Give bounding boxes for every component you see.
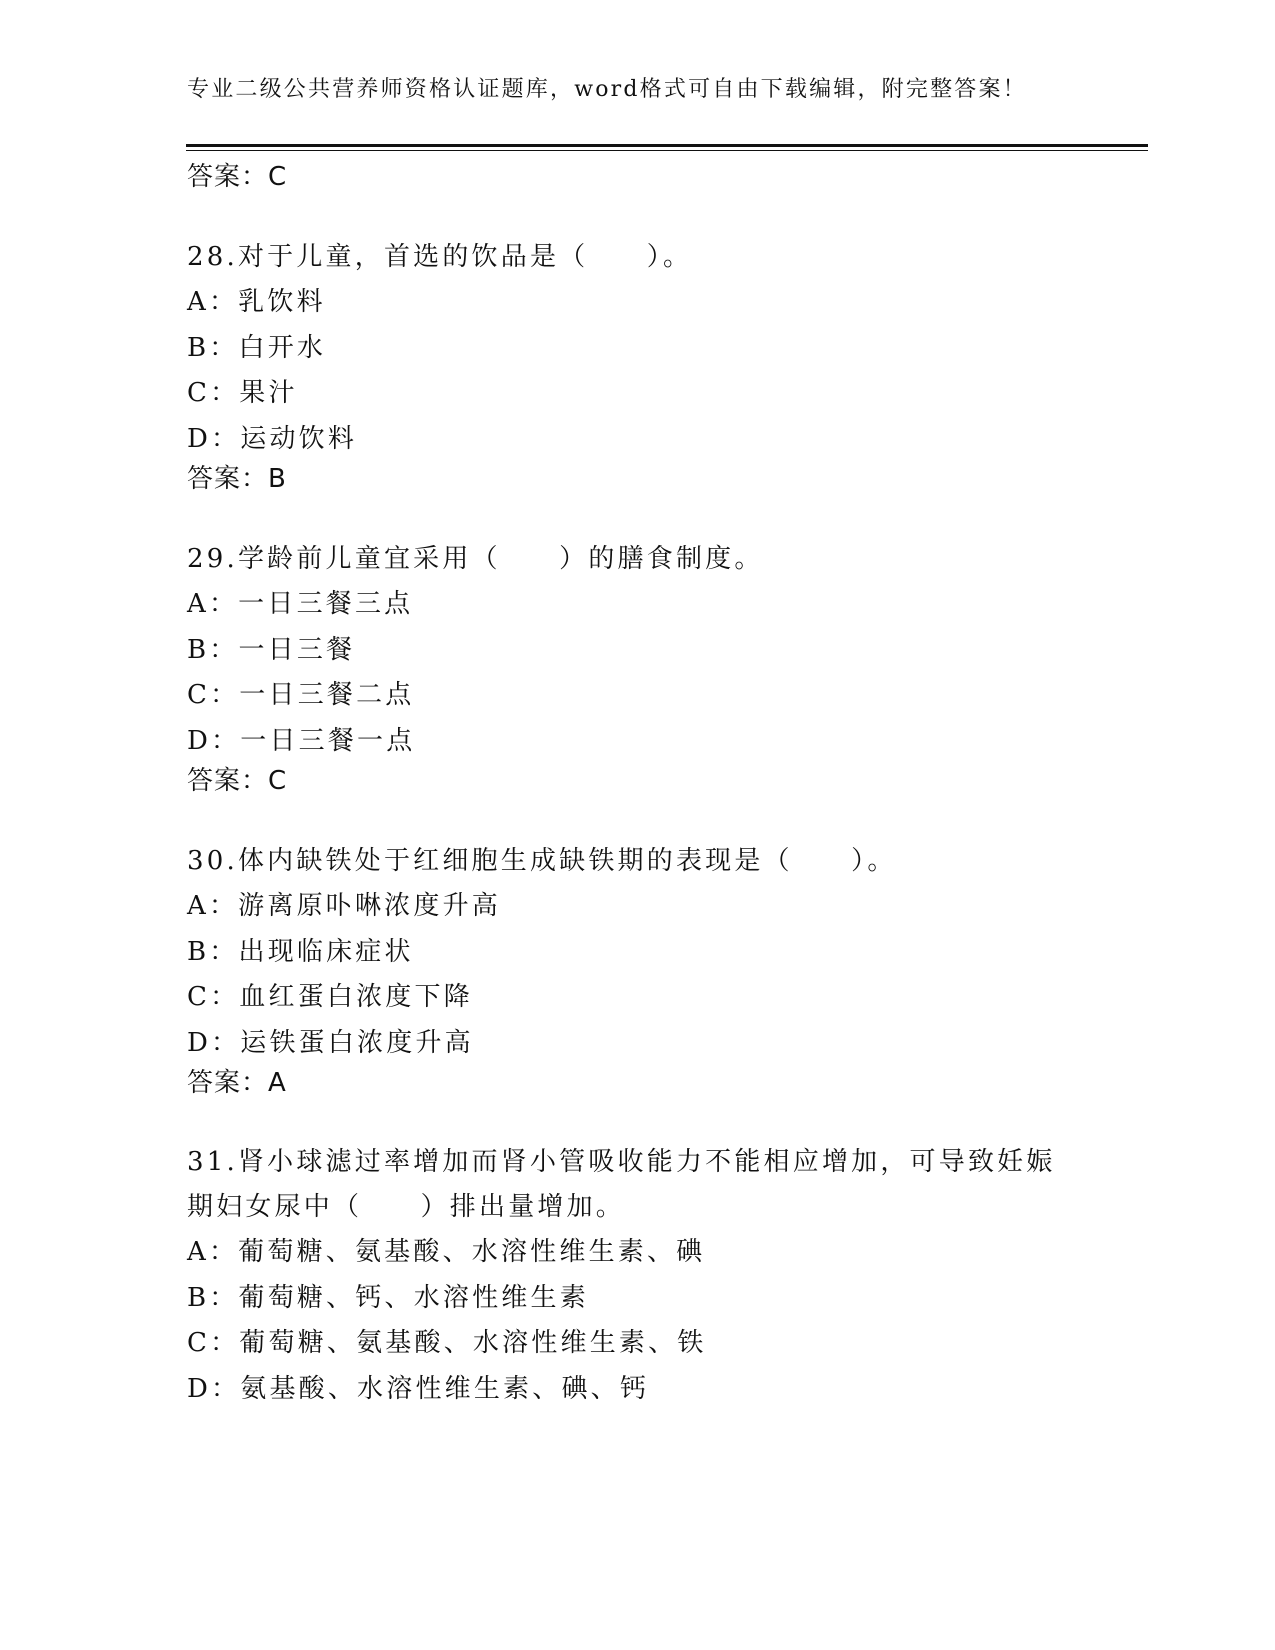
question-31 bbox=[187, 1134, 1087, 1412]
option-d: D：运铁蛋白浓度升高 bbox=[187, 1027, 474, 1058]
header-rule-thick bbox=[186, 144, 1148, 147]
option-d: D：运动饮料 bbox=[187, 423, 358, 454]
answer-line: 答案：C bbox=[187, 766, 288, 796]
question-30 bbox=[187, 832, 1087, 1100]
answer-line: 答案：A bbox=[187, 1068, 287, 1098]
answer-line: 答案：B bbox=[187, 464, 287, 494]
option-c: C：果汁 bbox=[187, 378, 298, 408]
option-d: D：一日三餐一点 bbox=[187, 725, 416, 756]
option-b: B：出现临床症状 bbox=[187, 936, 414, 967]
answer-line: 答案：C bbox=[187, 162, 288, 192]
option-a: A：葡萄糖、氨基酸、水溶性维生素、碘 bbox=[187, 1237, 706, 1267]
option-a: A：乳饮料 bbox=[187, 287, 326, 317]
option-c: C：一日三餐二点 bbox=[187, 680, 415, 710]
header-rule-thin bbox=[186, 150, 1148, 151]
question-stem: 29.学龄前儿童宜采用（ ）的膳食制度。 bbox=[187, 544, 764, 574]
document-body bbox=[187, 160, 1087, 1412]
question-stem: 30.体内缺铁处于红细胞生成缺铁期的表现是（ ）。 bbox=[187, 846, 897, 876]
option-c: C：血红蛋白浓度下降 bbox=[187, 982, 473, 1012]
page-header: 专业二级公共营养师资格认证题库，word格式可自由下载编辑，附完整答案！ bbox=[187, 77, 1027, 102]
question-28 bbox=[187, 228, 1087, 496]
option-b: B：白开水 bbox=[187, 332, 327, 363]
option-a: A：一日三餐三点 bbox=[187, 589, 414, 619]
option-d: D：氨基酸、水溶性维生素、碘、钙 bbox=[187, 1373, 650, 1404]
option-b: B：一日三餐 bbox=[187, 634, 356, 665]
question-29 bbox=[187, 530, 1087, 798]
question-stem: 31.肾小球滤过率增加而肾小管吸收能力不能相应增加，可导致妊娠期妇女尿中（ ）排出量增加。 bbox=[187, 1147, 1056, 1222]
option-b: B：葡萄糖、钙、水溶性维生素 bbox=[187, 1282, 589, 1313]
option-a: A：游离原卟啉浓度升高 bbox=[187, 891, 501, 921]
option-c: C：葡萄糖、氨基酸、水溶性维生素、铁 bbox=[187, 1328, 707, 1358]
question-stem: 28.对于儿童，首选的饮品是（ ）。 bbox=[187, 242, 693, 272]
